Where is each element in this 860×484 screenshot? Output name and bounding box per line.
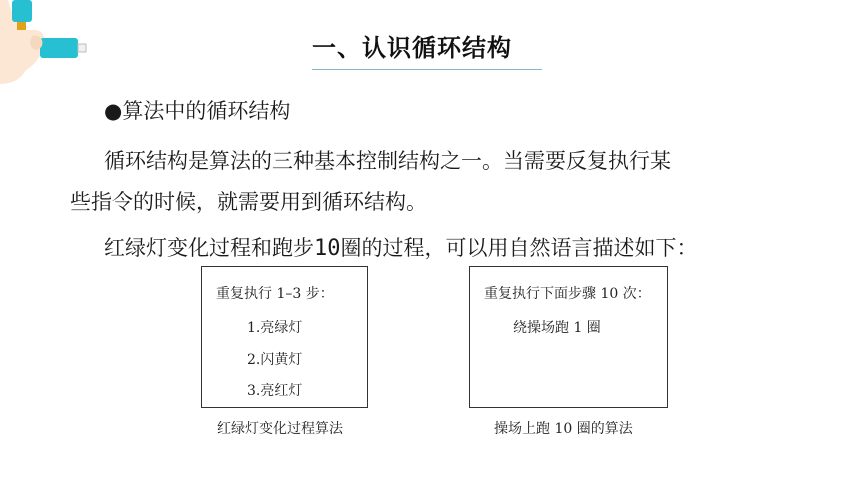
body-paragraph-line-2: 些指令的时候，就需要用到循环结构。 <box>70 190 427 214</box>
traffic-light-algorithm-box <box>201 266 368 408</box>
algorithm-header: 重复执行 1–3 步： <box>216 286 334 302</box>
page-title: 一、认识循环结构 <box>312 28 542 70</box>
hand-usb-icon <box>0 0 90 90</box>
algorithm-step: 2.闪黄灯 <box>247 352 303 368</box>
figure-caption: 操场上跑 10 圈的算法 <box>494 421 633 437</box>
algorithm-step: 绕操场跑 1 圈 <box>513 320 601 336</box>
body-paragraph-line-1: 循环结构是算法的三种基本控制结构之一。当需要反复执行某 <box>104 149 671 173</box>
body-paragraph-line-3 <box>104 233 698 264</box>
algorithm-header: 重复执行下面步骤 10 次： <box>484 286 651 302</box>
figure-caption: 红绿灯变化过程算法 <box>217 421 343 437</box>
algorithm-step: 1.亮绿灯 <box>247 320 303 336</box>
running-algorithm-box <box>469 266 668 408</box>
body-line-3-before: 红绿灯变化过程和跑步 <box>104 236 314 260</box>
section-heading: ●算法中的循环结构 <box>104 99 291 123</box>
body-line-3-after: 圈的过程，可以用自然语言描述如下： <box>340 236 698 260</box>
body-line-3-number: 10 <box>314 236 341 261</box>
algorithm-step: 3.亮红灯 <box>247 383 303 399</box>
